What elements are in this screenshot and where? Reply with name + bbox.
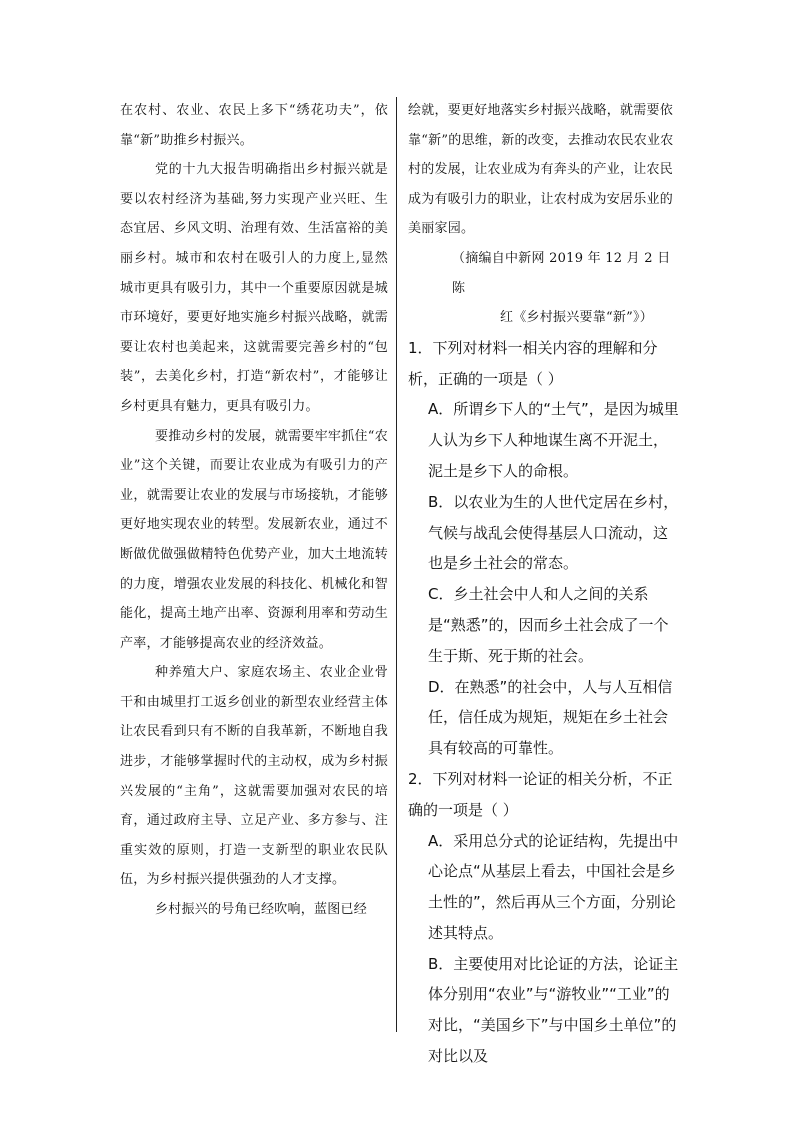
question-2 [408, 764, 682, 1072]
left-column [120, 96, 388, 925]
source-citation-line-2: 红《乡村振兴要靠“新”》） [500, 310, 654, 326]
question-1-option-d: D．在熟悉”的社会中，人与人互相信任，信任成为规矩，规矩在乡土社会具有较高的可靠性。 [428, 677, 673, 758]
question-1 [408, 333, 682, 764]
question-1-option-c: C．乡土社会中人和人之间的关系是“熟悉”的，因而乡土社会成了一个生于斯、死于斯的社会。 [428, 585, 669, 665]
question-1-option-a: A．所谓乡下人的“土气”，是因为城里人认为乡下人种地谋生离不开泥土，泥土是乡下人的命根。 [428, 400, 679, 480]
article-continuation: 绘就，要更好地落实乡村振兴战略，就需要依靠“新”的思维，新的改变，去推动农民农业农村的发展，让农业成为有奔头的产业，让农民成为有吸引力的职业，让农村成为安居乐业的美丽家园。 [408, 103, 674, 237]
question-2-option-b: B．主要使用对比论证的方法，论证主体分别用“农业”与“游牧业”“工业”的对比，“美国乡下”与中国乡土单位”的对比以及 [428, 954, 679, 1066]
left-paragraph-4: 种养殖大户、家庭农场主、农业企业骨干和由城里打工返乡创业的新型农业经营主体让农民看到只有不断的自我革新，不断地自我进步，才能够掌握时代的主动权，成为乡村振兴发展的“主角”，这就需要加强对农民的培育，通过政府主导、立足产业、多方参与、注重实效的原则，打造一支新型的职业农民队伍，为乡村振兴提供强劲的人才支撑。 [120, 665, 388, 888]
left-paragraph-1: 在农村、农业、农民上多下“绣花功夫”，依靠“新”助推乡村振兴。 [120, 103, 388, 148]
right-column [408, 96, 682, 1072]
question-1-stem: 1．下列对材料一相关内容的理解和分析，正确的一项是（ ） [408, 338, 658, 388]
column-divider [396, 97, 397, 1032]
left-paragraph-3: 要推动乡村的发展，就需要牢牢抓住“农业”这个关键，而要让农业成为有吸引力的产业，就需要让农业的发展与市场接轨，才能够更好地实现农业的转型。发展新农业，通过不断做优做强做精特色优势产业，加大土地流转的力度，增强农业发展的科技化、机械化和智能化，提高土地产出率、资源利用率和劳动生产率，才能够提高农业的经济效益。 [120, 428, 388, 651]
question-2-stem: 2．下列对材料一论证的相关分析，不正确的一项是（ ） [408, 769, 673, 819]
left-paragraph-2: 党的十九大报告明确指出乡村振兴就是要以农村经济为基础,努力实现产业兴旺、生态宜居、乡风文明、治理有效、生活富裕的美丽乡村。城市和农村在吸引人的力度上,显然城市更具有吸引力，其中一个重要原因就是城市环境好，要更好地实施乡村振兴战略，就需要让农村也美起来，这就需要完善乡村的“包装”，去美化乡村，打造“新农村”，才能够让乡村更具有魅力，更具有吸引力。 [120, 162, 388, 414]
question-2-option-a: A．采用总分式的论证结构，先提出中心论点“从基层上看去，中国社会是乡土性的”，然后再从三个方面，分别论述其特点。 [428, 831, 679, 942]
question-1-option-b: B．以农业为生的人世代定居在乡村，气候与战乱会使得基层人口流动，这也是乡土社会的常态。 [428, 492, 679, 573]
source-citation-line-1: （摘编自中新网 2019 年 12 月 2 日陈 [452, 250, 671, 296]
left-paragraph-5: 乡村振兴的号角已经吹响，蓝图已经 [155, 902, 368, 918]
